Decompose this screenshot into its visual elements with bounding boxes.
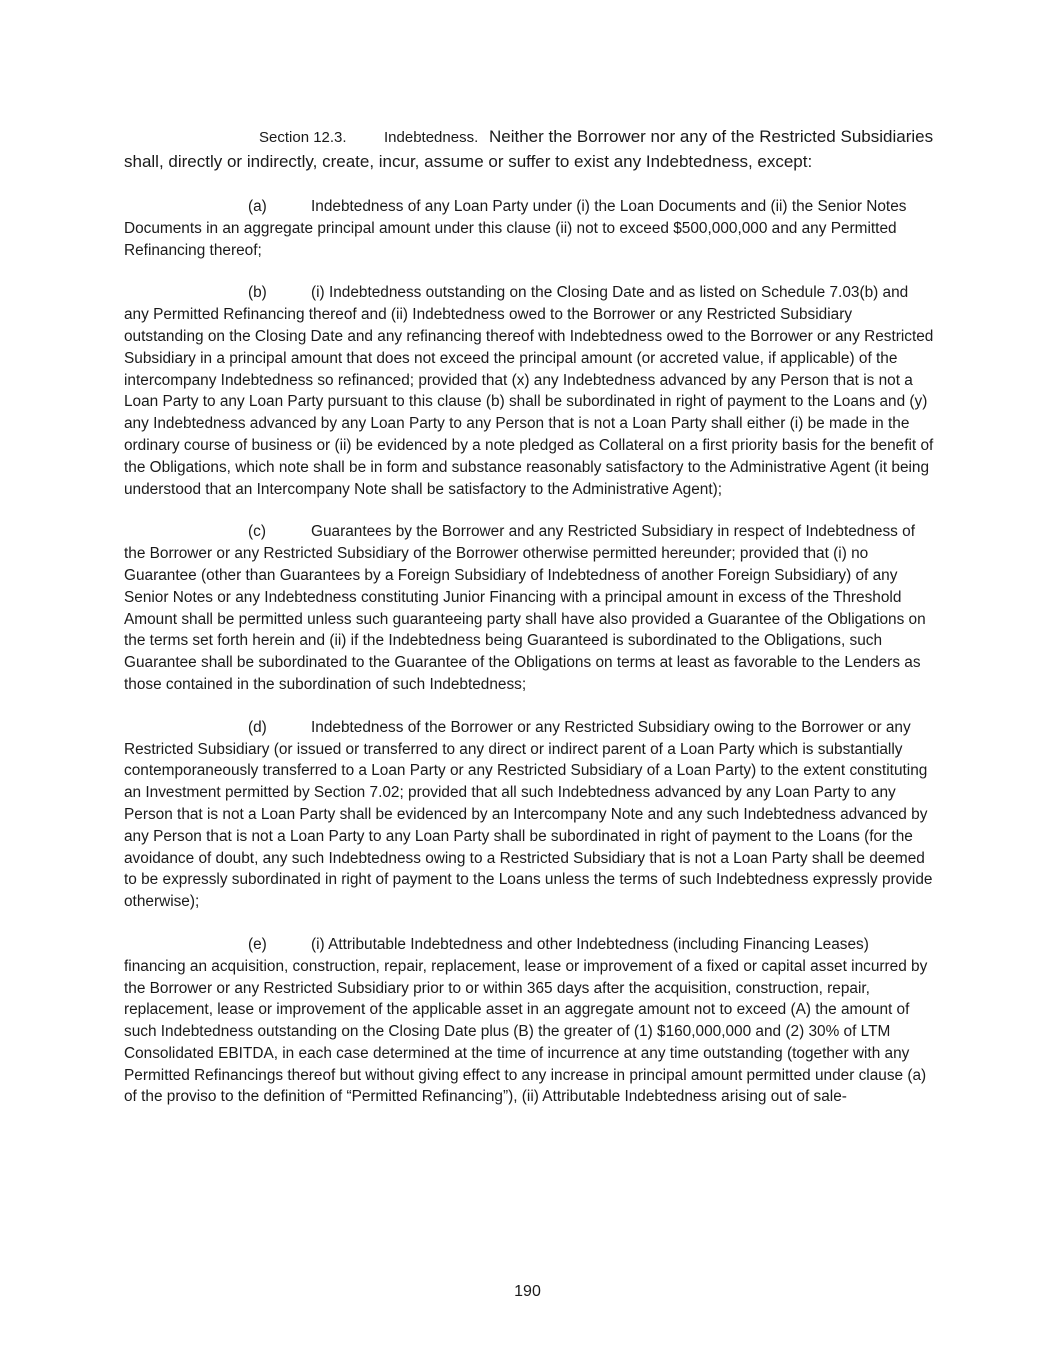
clause-text: Guarantees by the Borrower and any Restricted Subsidiary in respect of Indebtedness of the Borrower or any Restricted Subsidiary of the Borrower otherwise permitted hereunder; provided that (i) no Guarantee (other than Guarantees by a Foreign Subsidiary of Indebtedness of another Foreign Subsidiary) of any Senior Notes or any Indebtedness constituting Junior Financing with a principal amount in excess of the Threshold Amount shall be permitted unless such guaranteeing party shall have also provided a Guarantee of the Obligations on the terms set forth herein and (ii) if the Indebtedness being Guaranteed is subordinated to the Obligations, such Guarantee shall be subordinated to the Guarantee of the Obligations on terms at least as favorable to the Lenders as those contained in the subordination of such Indebtedness; — [124, 523, 926, 693]
page-number: 190 — [514, 1283, 541, 1300]
section-intro: Neither the Borrower nor any of the Restricted Subsidiaries shall, directly or indirectly, create, incur, assume or suffer to exist any Indebtedness, except: — [124, 127, 934, 171]
section-number: Section 12.3. — [259, 129, 347, 146]
clause-marker: (b) — [248, 284, 267, 302]
clause-marker: (e) — [248, 935, 267, 953]
clause-b — [124, 282, 934, 500]
clause-marker: (d) — [248, 718, 267, 736]
clause-marker: (a) — [248, 198, 267, 215]
clause-text: (i) Indebtedness outstanding on the Closing Date and as listed on Schedule 7.03(b) and any Permitted Refinancing thereof and (ii) Indebtedness owed to the Borrower or any Restricted Subsidiary outstanding on the Closing Date and any refinancing thereof with Indebtedness owed to the Borrower or any Restricted Subsidiary in a principal amount that does not exceed the principal amount (or accreted value, if applicable) of the intercompany Indebtedness so refinanced; provided that (x) any Indebtedness advanced by any Person that is not a Loan Party to any Loan Party pursuant to this clause (b) shall be subordinated in right of payment to the Loans and (y) any Indebtedness advanced by any Loan Party to any Person that is not a Loan Party shall either (i) be made in the ordinary course of business or (ii) be evidenced by a note pledged as Collateral on a first priority basis for the benefit of the Obligations, which note shall be in form and substance reasonably satisfactory to the Administrative Agent (it being understood that an Intercompany Note shall be satisfactory to the Administrative Agent); — [124, 284, 934, 498]
clause-text: (i) Attributable Indebtedness and other Indebtedness (including Financing Leases) financing an acquisition, construction, repair, replacement, lease or improvement of a fixed or capital asset incurred by the Borrower or any Restricted Subsidiary prior to or within 365 days after the acquisition, construction, repair, replacement, lease or improvement of the applicable asset in an aggregate amount not to exceed (A) the amount of such Indebtedness outstanding on the Closing Date plus (B) the greater of (1) $160,000,000 and (2) 30% of LTM Consolidated EBITDA, in each case determined at the time of incurrence at any time outstanding (together with any Permitted Refinancings thereof but without giving effect to any increase in principal amount permitted under clause (a) of the proviso to the definition of “Permitted Refinancing”), (ii) Attributable Indebtedness arising out of sale- — [124, 935, 928, 1106]
document-body — [124, 125, 934, 1129]
section-heading — [124, 125, 934, 174]
clause-marker: (c) — [248, 523, 266, 541]
clause-text: Indebtedness of any Loan Party under (i) the Loan Documents and (ii) the Senior Notes Documents in an aggregate principal amount under this clause (ii) not to exceed $500,000,000 and any Permitted Refinancing thereof; — [124, 198, 907, 259]
clause-text: Indebtedness of the Borrower or any Restricted Subsidiary owing to the Borrower or any Restricted Subsidiary (or issued or transferred to any direct or indirect parent of a Loan Party which is substantially contemporaneously transferred to a Loan Party or any Restricted Subsidiary of a Loan Party) to the extent constituting an Investment permitted by Section 7.02; provided that all such Indebtedness advanced by any Loan Party to any Person that is not a Loan Party shall be evidenced by an Intercompany Note and any such Indebtedness advanced by any Person that is not a Loan Party to any Loan Party shall be subordinated in right of payment to the Loans (for the avoidance of doubt, any such Indebtedness owing to a Restricted Subsidiary that is not a Loan Party shall be deemed to be expressly subordinated in right of payment to the Loans unless the terms of such Indebtedness expressly provide otherwise); — [124, 718, 933, 911]
clause-e — [124, 934, 934, 1108]
clause-c — [124, 521, 934, 695]
clause-d — [124, 717, 934, 913]
section-title: Indebtedness. — [384, 129, 479, 146]
clause-a — [124, 196, 934, 261]
